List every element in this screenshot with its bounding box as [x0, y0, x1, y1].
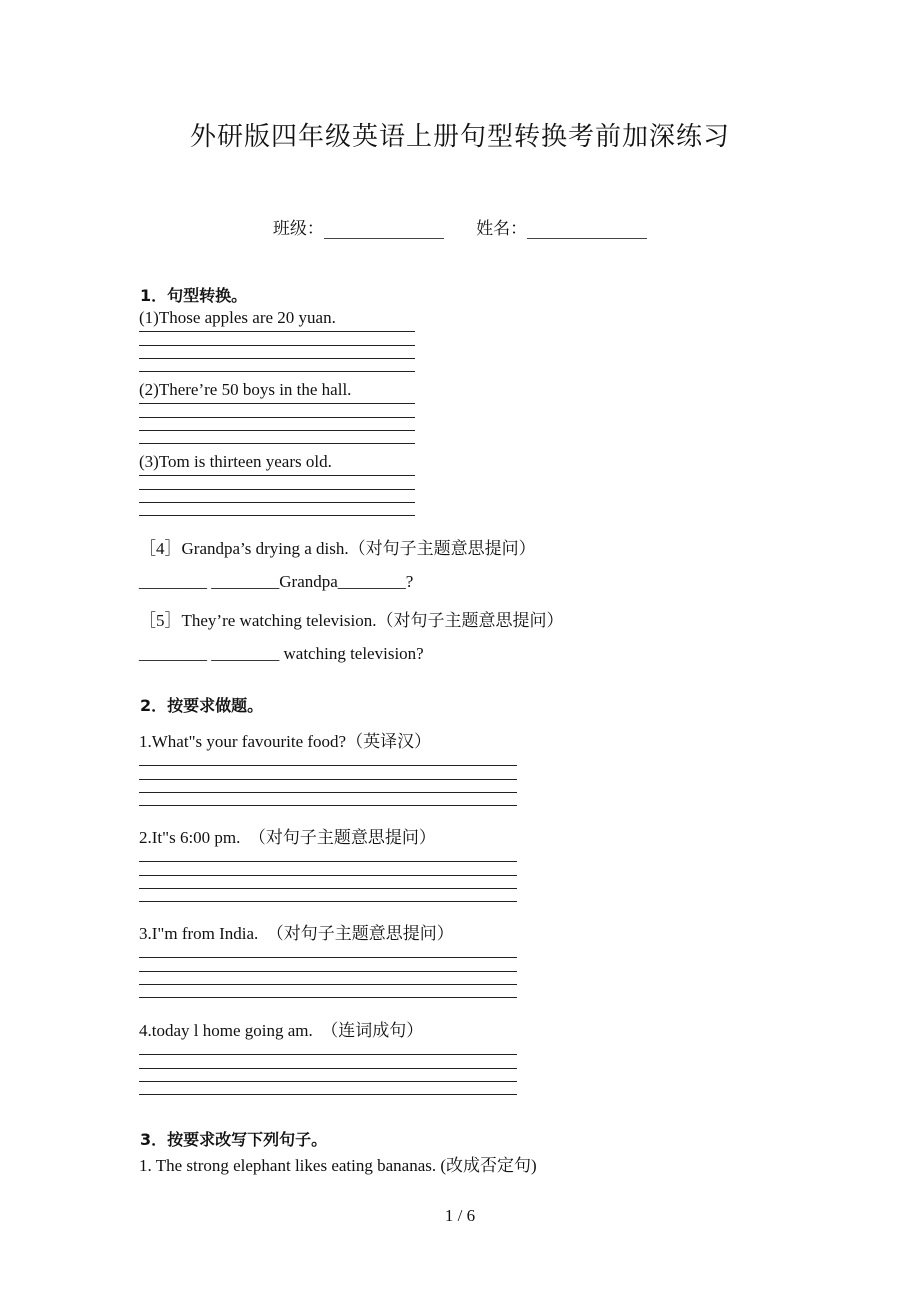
answer-line[interactable] — [139, 1081, 517, 1082]
answer-line[interactable] — [139, 875, 517, 876]
s1-answer-4[interactable]: ________ ________Grandpa________? — [139, 572, 414, 591]
answer-line[interactable] — [139, 971, 517, 972]
name-label: 姓名： — [476, 219, 528, 238]
answer-line[interactable] — [139, 1054, 517, 1055]
s2-question-1: 1.What"s your favourite food?（英译汉） — [139, 732, 432, 751]
answer-line[interactable] — [139, 1094, 517, 1095]
answer-line[interactable] — [139, 997, 517, 998]
answer-line[interactable] — [139, 779, 517, 780]
answer-line[interactable] — [139, 1068, 517, 1069]
answer-line[interactable] — [139, 331, 415, 332]
name-blank[interactable] — [527, 220, 647, 239]
answer-line[interactable] — [139, 861, 517, 862]
answer-line[interactable] — [139, 371, 415, 372]
s1-question-1: (1)Those apples are 20 yuan. — [139, 308, 336, 327]
answer-line[interactable] — [139, 765, 517, 766]
answer-line[interactable] — [139, 345, 415, 346]
answer-line[interactable] — [139, 957, 517, 958]
answer-line[interactable] — [139, 984, 517, 985]
answer-line[interactable] — [139, 443, 415, 444]
s1-question-2: (2)There’re 50 boys in the hall. — [139, 380, 352, 399]
answer-line[interactable] — [139, 417, 415, 418]
answer-line[interactable] — [139, 888, 517, 889]
answer-line[interactable] — [139, 489, 415, 490]
s1-answer-5[interactable]: ________ ________ watching television? — [139, 644, 424, 663]
student-info — [0, 214, 920, 239]
class-blank[interactable] — [324, 220, 444, 239]
section1-heading: 1．句型转换。 — [140, 286, 248, 305]
answer-line[interactable] — [139, 805, 517, 806]
answer-line[interactable] — [139, 358, 415, 359]
answer-line[interactable] — [139, 430, 415, 431]
answer-line[interactable] — [139, 792, 517, 793]
class-label: 班级： — [272, 219, 324, 238]
answer-line[interactable] — [139, 475, 415, 476]
answer-line[interactable] — [139, 901, 517, 902]
s2-question-4: 4.today l home going am. （连词成句） — [139, 1021, 424, 1040]
section2-heading: 2．按要求做题。 — [140, 696, 264, 715]
s1-question-5: ［5］They’re watching television.（对句子主题意思提问） — [139, 611, 564, 630]
s2-question-3: 3.I"m from India. （对句子主题意思提问） — [139, 924, 454, 943]
answer-line[interactable] — [139, 502, 415, 503]
s1-question-3: (3)Tom is thirteen years old. — [139, 452, 332, 471]
s3-question-1: 1. The strong elephant likes eating bananas. (改成否定句) — [139, 1156, 537, 1175]
page-number: 1 / 6 — [444, 1206, 476, 1225]
answer-line[interactable] — [139, 403, 415, 404]
answer-line[interactable] — [139, 515, 415, 516]
s2-question-2: 2.It"s 6:00 pm. （对句子主题意思提问） — [139, 828, 436, 847]
section3-heading: 3．按要求改写下列句子。 — [140, 1130, 328, 1149]
page-title: 外研版四年级英语上册句型转换考前加深练习 — [189, 122, 730, 152]
s1-question-4: ［4］Grandpa’s drying a dish.（对句子主题意思提问） — [139, 539, 536, 558]
